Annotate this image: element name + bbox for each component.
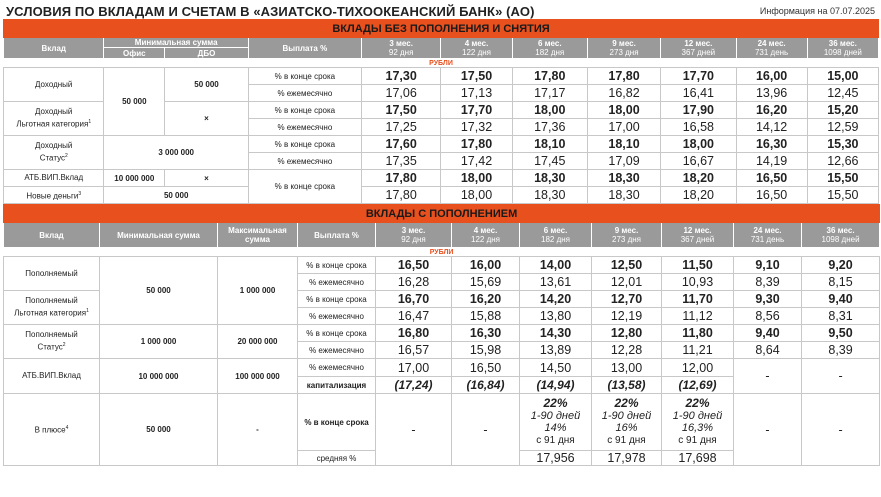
deposit-vip: АТБ.ВИП.Вклад [4,170,104,187]
rate: 18,00 [441,170,512,187]
payout-monthly: % ежемесячно [298,342,376,359]
rate-dash: - [376,394,452,466]
rate: 8,56 [734,308,802,325]
payout-monthly: % ежемесячно [248,119,361,136]
rate: 11,12 [662,308,734,325]
col-minsum: Минимальная сумма [104,38,248,48]
rate: 17,00 [376,359,452,377]
term-6: 6 мес. 182 дня [512,38,587,59]
rate-dash: - [802,359,880,394]
deposit-popolnyaemy: Пополняемый [4,257,100,291]
cross-mark: × [165,170,249,187]
rate: 8,39 [734,274,802,291]
rate: 12,59 [807,119,878,136]
plus-6m: 22% 1-90 дней 14% с 91 дня [520,394,592,451]
deposit-novye-dengi: Новые деньги$^3$ [4,187,104,204]
rate: 18,20 [661,170,736,187]
deposit-dohodny-lgotny: Доходный Льготная категория$^1$ [4,102,104,136]
rate: 17,70 [441,102,512,119]
payout-monthly: % ежемесячно [248,85,361,102]
rate: 18,30 [587,187,660,204]
rate: 13,80 [520,308,592,325]
col-minsum: Минимальная сумма [100,223,218,248]
rate: 14,00 [520,257,592,274]
rate: 17,42 [441,153,512,170]
rate: 16,00 [452,257,520,274]
rate: 13,96 [736,85,807,102]
deposit-v-pluse: В плюсе$^4$ [4,394,100,466]
rate: 17,50 [361,102,441,119]
rate: 17,80 [587,68,660,85]
avg-6m: 17,956 [520,451,592,466]
avg-9m: 17,978 [592,451,662,466]
rate: 12,00 [662,359,734,377]
deposit-popolnyaemy-status: Пополняемый Статус$^2$ [4,325,100,359]
rate: 8,31 [802,308,880,325]
rate: 18,30 [512,170,587,187]
rate: 12,19 [592,308,662,325]
rate: 16,30 [452,325,520,342]
min-nd-50000: 50 000 [104,187,248,204]
rate: 17,80 [361,170,441,187]
rate: 16,20 [736,102,807,119]
rate: 17,09 [587,153,660,170]
payout-end: % в конце срока [298,291,376,308]
rate: 12,01 [592,274,662,291]
term-3: 3 мес. 92 дня [361,38,441,59]
rate: 16,57 [376,342,452,359]
currency-label: РУБЛИ [429,248,454,256]
min-3000000: 3 000 000 [104,136,248,170]
rate: 16,00 [736,68,807,85]
rate: 15,50 [807,170,878,187]
rate: 18,10 [512,136,587,153]
rate: 17,80 [441,136,512,153]
max-dash: - [218,394,298,466]
rate-dash: - [452,394,520,466]
min-50000: 50 000 [100,394,218,466]
rate-cap: (17,24) [376,377,452,394]
rate: 18,10 [587,136,660,153]
term-36: 36 мес. 1098 дней [802,223,880,248]
rate: 16,58 [661,119,736,136]
term-4: 4 мес. 122 дня [441,38,512,59]
rate: 8,64 [734,342,802,359]
page-title: УСЛОВИЯ ПО ВКЛАДАМ И СЧЕТАМ В «АЗИАТСКО-ТИХООКЕАНСКИЙ БАНК» (АО) [6,4,535,19]
rate: 18,30 [587,170,660,187]
payout-end: % в конце срока [298,394,376,451]
payout-end: % в конце срока [298,325,376,342]
rate: 11,50 [662,257,734,274]
rate: 16,80 [376,325,452,342]
rate-dash: - [734,359,802,394]
rate: 13,00 [592,359,662,377]
rate: 18,00 [441,187,512,204]
min-dbo-50000: 50 000 [165,68,249,102]
rate: 16,28 [376,274,452,291]
rate: 14,12 [736,119,807,136]
rate: 16,47 [376,308,452,325]
rate: 12,70 [592,291,662,308]
deposit-dohodny-status: Доходный Статус$^2$ [4,136,104,170]
rate: 17,80 [361,187,441,204]
term-12: 12 мес. 367 дней [662,223,734,248]
col-vklad: Вклад [4,223,100,248]
avg-12m: 17,698 [662,451,734,466]
payout-monthly: % ежемесячно [298,359,376,377]
rate: 15,50 [807,187,878,204]
rate: 17,35 [361,153,441,170]
deposit-dohodny: Доходный [4,68,104,102]
rate: 9,20 [802,257,880,274]
table-no-replenishment [3,19,879,204]
currency-label: РУБЛИ [429,59,453,67]
rate: 15,69 [452,274,520,291]
min-10000000: 10 000 000 [104,170,165,187]
col-office: Офис [104,48,165,59]
term-24: 24 мес. 731 день [734,223,802,248]
rate: 16,50 [452,359,520,377]
rate: 17,50 [441,68,512,85]
rate: 16,70 [376,291,452,308]
rate: 12,66 [807,153,878,170]
rate: 13,61 [520,274,592,291]
rate: 9,40 [802,291,880,308]
deposit-popolnyaemy-lgotny: Пополняемый Льготная категория$^1$ [4,291,100,325]
rate: 16,30 [736,136,807,153]
rate: 14,50 [520,359,592,377]
rate: 11,70 [662,291,734,308]
term-9: 9 мес. 273 дня [587,38,660,59]
min-10000000: 10 000 000 [100,359,218,394]
rate: 16,82 [587,85,660,102]
payout-end: % в конце срока [248,102,361,119]
section-title-replenishment: ВКЛАДЫ С ПОПОЛНЕНИЕМ [4,205,880,223]
payout-end: % в конце срока [248,68,361,85]
payout-monthly: % ежемесячно [298,274,376,291]
payout-end: % в конце срока [248,170,361,204]
max-1000000: 1 000 000 [218,257,298,325]
rate: 16,50 [736,170,807,187]
plus-9m: 22% 1-90 дней 16% с 91 дня [592,394,662,451]
rate: 13,89 [520,342,592,359]
rate: 17,00 [587,119,660,136]
term-9: 9 мес. 273 дня [592,223,662,248]
rate: 16,50 [736,187,807,204]
col-dbo: ДБО [165,48,249,59]
rate: 15,88 [452,308,520,325]
rate: 17,36 [512,119,587,136]
rate: 9,10 [734,257,802,274]
max-20000000: 20 000 000 [218,325,298,359]
col-maxsum: Максимальная сумма [218,223,298,248]
rate: 11,80 [662,325,734,342]
term-3: 3 мес. 92 дня [376,223,452,248]
rate: 15,00 [807,68,878,85]
col-payout: Выплата % [298,223,376,248]
min-50000: 50 000 [100,257,218,325]
rate-cap: (13,58) [592,377,662,394]
rate: 18,30 [512,187,587,204]
rate: 14,20 [520,291,592,308]
table-replenishment [3,204,880,466]
rate: 17,17 [512,85,587,102]
rate: 17,90 [661,102,736,119]
rate: 17,30 [361,68,441,85]
rate: 10,93 [662,274,734,291]
rate-dash: - [734,394,802,466]
payout-avg: средняя % [298,451,376,466]
min-office-50000: 50 000 [104,68,165,136]
rate: 8,15 [802,274,880,291]
payout-cap: капитализация [298,377,376,394]
rate-cap: (16,84) [452,377,520,394]
rate: 17,25 [361,119,441,136]
max-100000000: 100 000 000 [218,359,298,394]
min-1000000: 1 000 000 [100,325,218,359]
rate: 15,20 [807,102,878,119]
rate: 9,30 [734,291,802,308]
info-date: Информация на 07.07.2025 [759,6,875,16]
payout-end: % в конце срока [298,257,376,274]
rate: 17,13 [441,85,512,102]
rate: 17,06 [361,85,441,102]
col-vklad: Вклад [4,38,104,59]
rate: 17,70 [661,68,736,85]
rate: 17,60 [361,136,441,153]
rate: 16,67 [661,153,736,170]
rate: 16,50 [376,257,452,274]
rate: 12,28 [592,342,662,359]
col-payout: Выплата % [248,38,361,59]
rate: 8,39 [802,342,880,359]
term-36: 36 мес. 1098 дней [807,38,878,59]
rate-dash: - [802,394,880,466]
rate: 12,50 [592,257,662,274]
rate: 18,00 [512,102,587,119]
cross-mark: × [165,102,249,136]
rate: 12,80 [592,325,662,342]
rate: 14,30 [520,325,592,342]
rate: 15,98 [452,342,520,359]
rate: 16,41 [661,85,736,102]
rate: 15,30 [807,136,878,153]
payout-end: % в конце срока [248,136,361,153]
term-6: 6 мес. 182 дня [520,223,592,248]
payout-monthly: % ежемесячно [298,308,376,325]
rate: 11,21 [662,342,734,359]
rate-cap: (14,94) [520,377,592,394]
plus-12m: 22% 1-90 дней 16,3% с 91 дня [662,394,734,451]
section-title-no-replenishment: ВКЛАДЫ БЕЗ ПОПОЛНЕНИЯ И СНЯТИЯ [4,20,879,38]
term-4: 4 мес. 122 дня [452,223,520,248]
rate: 18,00 [587,102,660,119]
rate: 18,20 [661,187,736,204]
term-12: 12 мес. 367 дней [661,38,736,59]
rate: 12,45 [807,85,878,102]
rate: 9,40 [734,325,802,342]
rate: 18,00 [661,136,736,153]
rate-cap: (12,69) [662,377,734,394]
rate: 9,50 [802,325,880,342]
payout-monthly: % ежемесячно [248,153,361,170]
rate: 17,45 [512,153,587,170]
rate: 17,80 [512,68,587,85]
term-24: 24 мес. 731 день [736,38,807,59]
deposit-vip: АТБ.ВИП.Вклад [4,359,100,394]
rate: 17,32 [441,119,512,136]
rate: 16,20 [452,291,520,308]
rate: 14,19 [736,153,807,170]
